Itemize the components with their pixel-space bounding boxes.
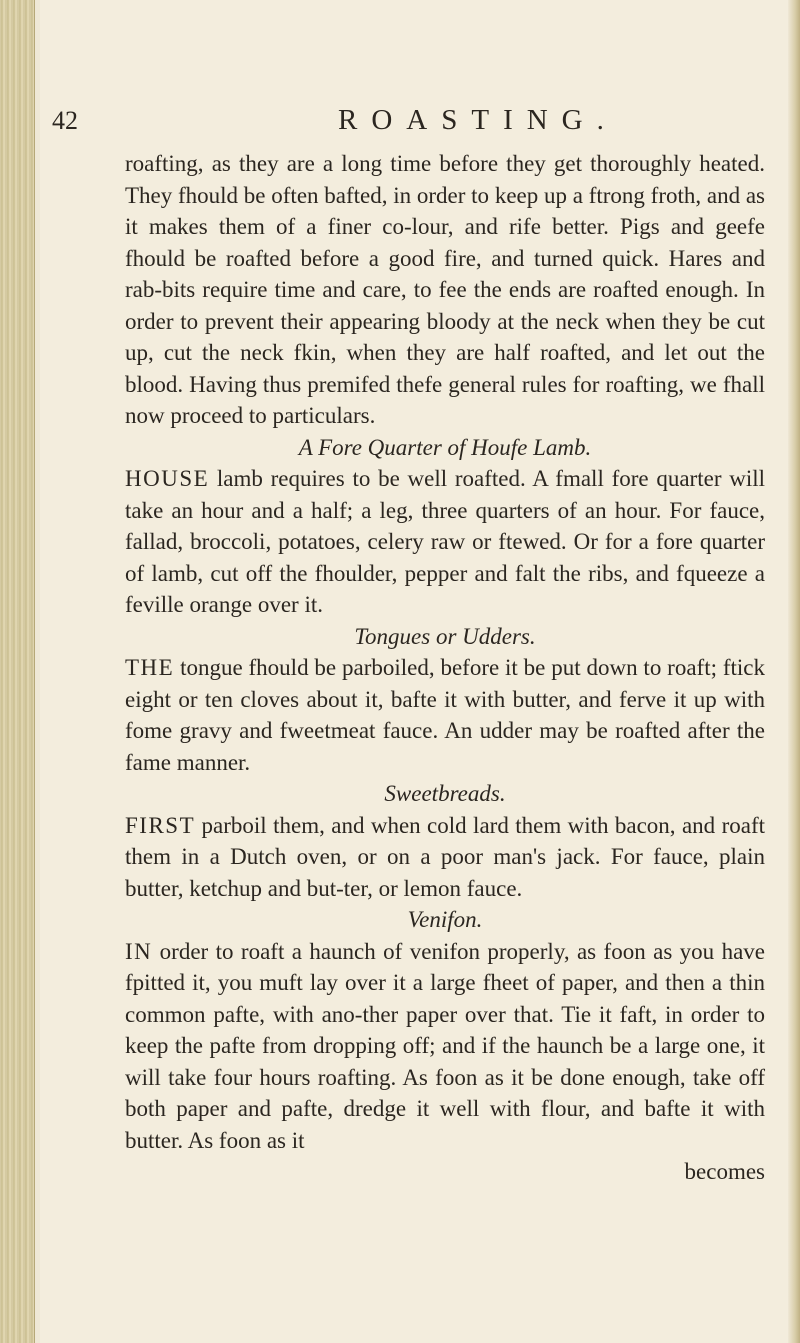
paragraph-text: tongue fhould be parboiled, before it be put down to roaft; ftick eight or ten cloves about it, bafte it with butter, and ferve it up with fome gravy and fweetmeat fauce. An udder may be roafted after the fame manner. [125, 655, 765, 775]
section-paragraph-venison [125, 936, 765, 1157]
section-heading-sweetbreads: Sweetbreads. [384, 781, 506, 806]
first-word: HOUSE [125, 466, 210, 491]
section-paragraph-tongues [125, 652, 765, 778]
first-word: IN [125, 938, 153, 964]
page-header [40, 100, 740, 140]
section-heading-venison: Venifon. [407, 907, 483, 932]
running-title: ROASTING. [338, 104, 618, 136]
book-binding [0, 0, 35, 1343]
first-word: FIRST [125, 812, 196, 838]
first-word: THE [125, 655, 175, 680]
paragraph-text: lamb requires to be well roafted. A fmall fore quarter will take an hour and a half; a leg, three quarters of an hour. For fauce, fallad, broccoli, potatoes, celery raw or ftewed. Or for a fore quarter of lamb, cut off the fhoulder, pepper and falt the ribs, and fqueeze a feville orange over it. [125, 466, 765, 617]
section-paragraph-sweetbreads [125, 810, 765, 905]
page-number: 42 [52, 106, 78, 135]
paragraph-text: order to roaft a haunch of venifon properly, as foon as you have fpitted it, you muft lay over it a large fheet of paper, and then a thin common pafte, with ano-ther paper over that. Tie it faft, in order to keep the pafte from dropping off; and if the haunch be a large one, it will take four hours roafting. As foon as it be done enough, take off both paper and pafte, dredge it well with flour, and bafte it with butter. As foon as it [125, 938, 765, 1153]
section-paragraph-lamb [125, 463, 765, 621]
body-text [125, 148, 765, 1188]
intro-paragraph: roafting, as they are a long time before they get thoroughly heated. They fhould be often bafted, in order to keep up a ftrong froth, and as it makes them of a finer co-lour, and rife better. Pigs and geefe fhould be roafted before a good fire, and turned quick. Hares and rab-bits require time and care, to fee the ends are roafted enough. In order to prevent their appearing bloody at the neck when they be cut up, cut the neck fkin, when they are half roafted, and let out the blood. Having thus premifed thefe general rules for roafting, we fhall now proceed to particulars. [125, 151, 765, 428]
section-heading-tongues: Tongues or Udders. [354, 623, 536, 649]
page-edge [788, 0, 800, 1343]
paragraph-text: parboil them, and when cold lard them with bacon, and roaft them in a Dutch oven, or on a poor man's jack. For fauce, plain butter, ketchup and but-ter, or lemon fauce. [125, 812, 765, 901]
section-heading-lamb: A Fore Quarter of Houfe Lamb. [298, 434, 592, 460]
catchword: becomes [684, 1159, 765, 1184]
